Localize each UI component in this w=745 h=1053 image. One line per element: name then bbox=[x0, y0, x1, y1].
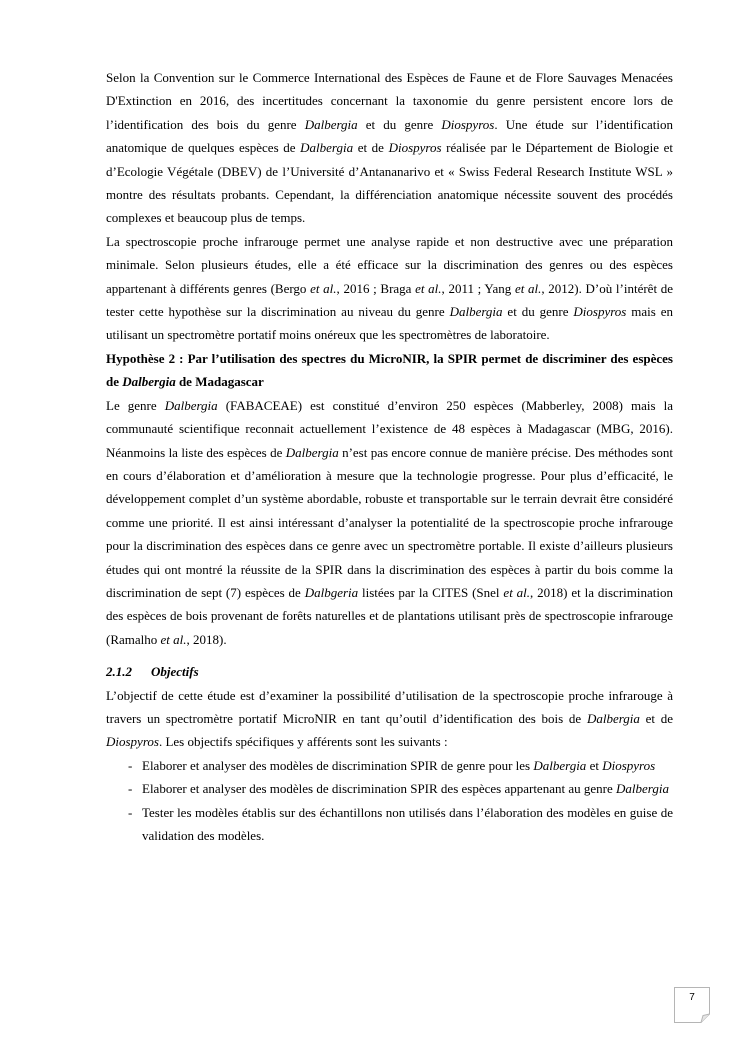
text-run: . Une étude sur l’identification anatomique de quelques espèces de bbox=[106, 116, 673, 156]
italic-term: Dalbgeria bbox=[304, 584, 359, 600]
text-run: n’est pas encore connue de manière précise. Des méthodes sont en cours d’élaboration et d’amélioration à mesure que la technologie progresse. Pour plus d’efficacité, le développement complet d’un système abordable, robuste et transportable sur le terrain devrait être considéré comme une priorité. Il est ainsi intéressant d’analyser la potentialité de la spectroscopie proche infrarouge pour la discrimination des espèces dans ce genre avec un spectromètre portable. Il existe d’ailleurs plusieurs études qui ont montré la réussite de la SPIR dans la discrimination des espèces à partir du bois comme la discrimination de sept (7) espèces de bbox=[106, 444, 673, 600]
italic-term: Dalbergia bbox=[304, 116, 358, 132]
italic-term: Dalbergia bbox=[300, 140, 354, 156]
text-run: listées par la CITES (Snel bbox=[358, 584, 504, 600]
paragraph-cites-context bbox=[106, 66, 673, 230]
italic-term: et al. bbox=[160, 631, 187, 647]
text-run: , 2012). D’où l’intérêt de tester cette hypothèse sur la discrimination au niveau du genre bbox=[106, 280, 674, 320]
list-item bbox=[106, 777, 673, 800]
hypothesis-2 bbox=[106, 347, 673, 394]
bullet-dash: - bbox=[128, 804, 133, 820]
text-run: , 2018) et la discrimination des espèces de bois provenant de forêts naturelles et de plantations utilisant près de spectroscopie infrarouge (Ramalho bbox=[106, 584, 673, 647]
text-run: , 2018). bbox=[186, 631, 227, 647]
text-run: Tester les modèles établis sur des échantillons non utilisés dans l’élaboration des modèles en guise de validation des modèles. bbox=[142, 804, 673, 843]
bullet-dash: - bbox=[128, 757, 133, 773]
italic-term: Dalbergia bbox=[586, 710, 640, 726]
italic-term: Dalbergia bbox=[164, 397, 218, 413]
section-number: 2.1.2 bbox=[106, 664, 132, 680]
list-item bbox=[106, 801, 673, 848]
section-title: Objectifs bbox=[151, 664, 199, 680]
text-run: , 2011 ; Yang bbox=[441, 280, 515, 296]
italic-term: et al. bbox=[415, 280, 442, 296]
text-run: et du genre bbox=[357, 116, 442, 132]
paragraph-spectroscopy-intro bbox=[106, 230, 673, 347]
italic-term: Diospyros bbox=[602, 757, 656, 773]
text-run: Elaborer et analyser des modèles de discrimination SPIR de genre pour les bbox=[142, 757, 534, 773]
bullet-dash: - bbox=[128, 781, 133, 797]
italic-term: Diospyros bbox=[388, 140, 442, 156]
page-body bbox=[106, 66, 673, 847]
text-run: et bbox=[586, 757, 603, 773]
italic-term: et al. bbox=[514, 280, 542, 296]
list-item bbox=[106, 754, 673, 777]
text-run: Elaborer et analyser des modèles de discrimination SPIR des espèces appartenant au genre bbox=[142, 781, 616, 797]
text-run: . Les objectifs spécifiques y afférents sont les suivants : bbox=[158, 734, 448, 750]
text-run: et de bbox=[639, 710, 674, 726]
italic-term: et al. bbox=[310, 280, 337, 296]
italic-term: Diospyros bbox=[573, 304, 627, 320]
italic-term: Diospyros bbox=[106, 734, 159, 750]
paragraph-objectives-intro bbox=[106, 684, 673, 754]
text-run: et du genre bbox=[502, 304, 574, 320]
list-item-text bbox=[142, 805, 673, 843]
section-heading-objectifs bbox=[106, 660, 673, 683]
text-run: de Madagascar bbox=[175, 374, 264, 390]
italic-term: Diospyros bbox=[441, 116, 495, 132]
list-item-text bbox=[142, 758, 655, 773]
list-item-text bbox=[142, 781, 669, 796]
text-run: Selon la Convention sur le Commerce International des Espèces de Faune et de Flore Sauvages Menacées D'Extinction en 2016, des incertitudes concernant la taxonomie du genre persistent encore lors de l’identification des bois du genre bbox=[106, 70, 673, 132]
italic-term: Dalbergia bbox=[122, 374, 176, 390]
text-run: réalisée par le Département de Biologie et d’Ecologie Végétale (DBEV) de l’Université d’Antananarivo et « Swiss Federal Research Institute WSL » montre des résultats probants. Cependant, la différenciation anatomique nécessite souvent des procédés complexes et beaucoup plus de temps. bbox=[106, 140, 673, 226]
page-number: 7 bbox=[689, 992, 695, 1003]
page-number-box bbox=[674, 987, 710, 1023]
italic-term: Dalbergia bbox=[449, 304, 503, 320]
italic-term: Dalbergia bbox=[615, 781, 669, 797]
italic-term: Dalbergia bbox=[285, 444, 339, 460]
text-run: L’objectif de cette étude est d’examiner la possibilité d’utilisation de la spectroscopie proche infrarouge à travers un spectromètre portatif MicroNIR en tant qu’outil d’identification des bois de bbox=[106, 687, 673, 726]
objectives-list bbox=[106, 754, 673, 848]
text-run: (FABACEAE) est constitué d’environ 250 espèces (Mabberley, 2008) mais la communauté scientifique reconnait actuellement l’existence de 48 espèces à Madagascar (MBG, 2016). Néanmoins la liste des espèces de bbox=[106, 397, 673, 460]
text-run: mais en utilisant un spectromètre portatif moins onéreux que les spectromètres de laboratoire. bbox=[106, 304, 673, 343]
text-run: et de bbox=[353, 140, 389, 156]
italic-term: et al. bbox=[503, 584, 531, 600]
text-run: , 2016 ; Braga bbox=[336, 280, 416, 296]
text-run: La spectroscopie proche infrarouge permet une analyse rapide et non destructive avec une préparation minimale. Selon plusieurs études, elle a été efficace sur la discrimination des genres ou des espèces appartenant à différents genres (Bergo bbox=[106, 233, 673, 296]
text-run: Le genre bbox=[106, 397, 165, 413]
paragraph-dalbergia-genus bbox=[106, 394, 673, 651]
text-run: Hypothèse 2 : Par l’utilisation des spectres du MicroNIR, la SPIR permet de discriminer des espèces de bbox=[106, 350, 673, 390]
italic-term: Dalbergia bbox=[533, 757, 587, 773]
